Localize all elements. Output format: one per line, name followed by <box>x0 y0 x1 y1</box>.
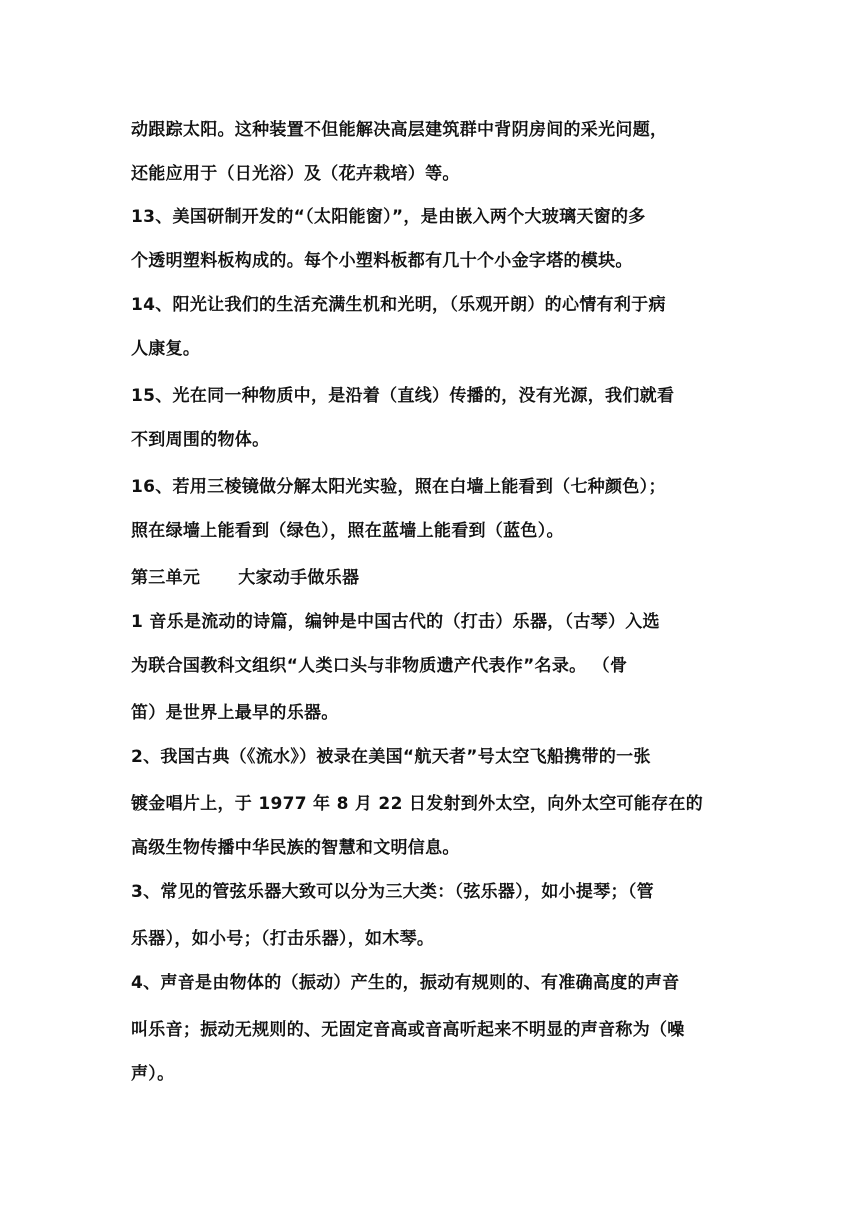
text-line: 4、声音是由物体的（振动）产生的，振动有规则的、有准确高度的声音 <box>131 973 680 993</box>
text-line: 照在绿墙上能看到（绿色），照在蓝墙上能看到（蓝色）。 <box>131 521 564 541</box>
text-line: 镀金唱片上，于 1977 年 8 月 22 日发射到外太空，向外太空可能存在的 <box>131 794 704 814</box>
text-line: 动跟踪太阳。这种装置不但能解决高层建筑群中背阴房间的采光问题， <box>131 120 668 140</box>
text-line: 为联合国教科文组织“人类口头与非物质遗产代表作”名录。 （骨 <box>131 656 628 676</box>
text-line: 16、若用三棱镜做分解太阳光实验，照在白墙上能看到（七种颜色）； <box>131 477 666 497</box>
section-heading <box>131 566 741 590</box>
text-line: 高级生物传播中华民族的智慧和文明信息。 <box>131 838 460 858</box>
text-line: 还能应用于（日光浴）及（花卉栽培）等。 <box>131 164 460 184</box>
text-line: 声）。 <box>131 1064 175 1084</box>
text-line: 3、常见的管弦乐器大致可以分为三大类：（弦乐器），如小提琴；（管 <box>131 882 654 902</box>
text-line: 1 音乐是流动的诗篇，编钟是中国古代的（打击）乐器，（古琴）入选 <box>131 612 660 632</box>
text-line: 13、美国研制开发的“（太阳能窗）”，是由嵌入两个大玻璃天窗的多 <box>131 207 646 227</box>
text-line: 15、光在同一种物质中，是沿着（直线）传播的，没有光源，我们就看 <box>131 386 675 406</box>
text-line: 叫乐音；振动无规则的、无固定音高或音高听起来不明显的声音称为（噪 <box>131 1020 685 1040</box>
text-line: 2、我国古典（《流水》）被录在美国“航天者”号太空飞船携带的一张 <box>131 747 651 767</box>
unit-label: 第三单元 <box>131 568 201 588</box>
text-line: 14、阳光让我们的生活充满生机和光明，（乐观开朗）的心情有利于病 <box>131 295 666 315</box>
text-line: 乐器），如小号；（打击乐器），如木琴。 <box>131 929 435 949</box>
text-line: 笛）是世界上最早的乐器。 <box>131 703 339 723</box>
text-line: 人康复。 <box>131 339 201 359</box>
unit-title: 大家动手做乐器 <box>238 568 360 588</box>
text-line: 个透明塑料板构成的。每个小塑料板都有几十个小金字塔的模块。 <box>131 251 633 271</box>
text-line: 不到周围的物体。 <box>131 430 270 450</box>
